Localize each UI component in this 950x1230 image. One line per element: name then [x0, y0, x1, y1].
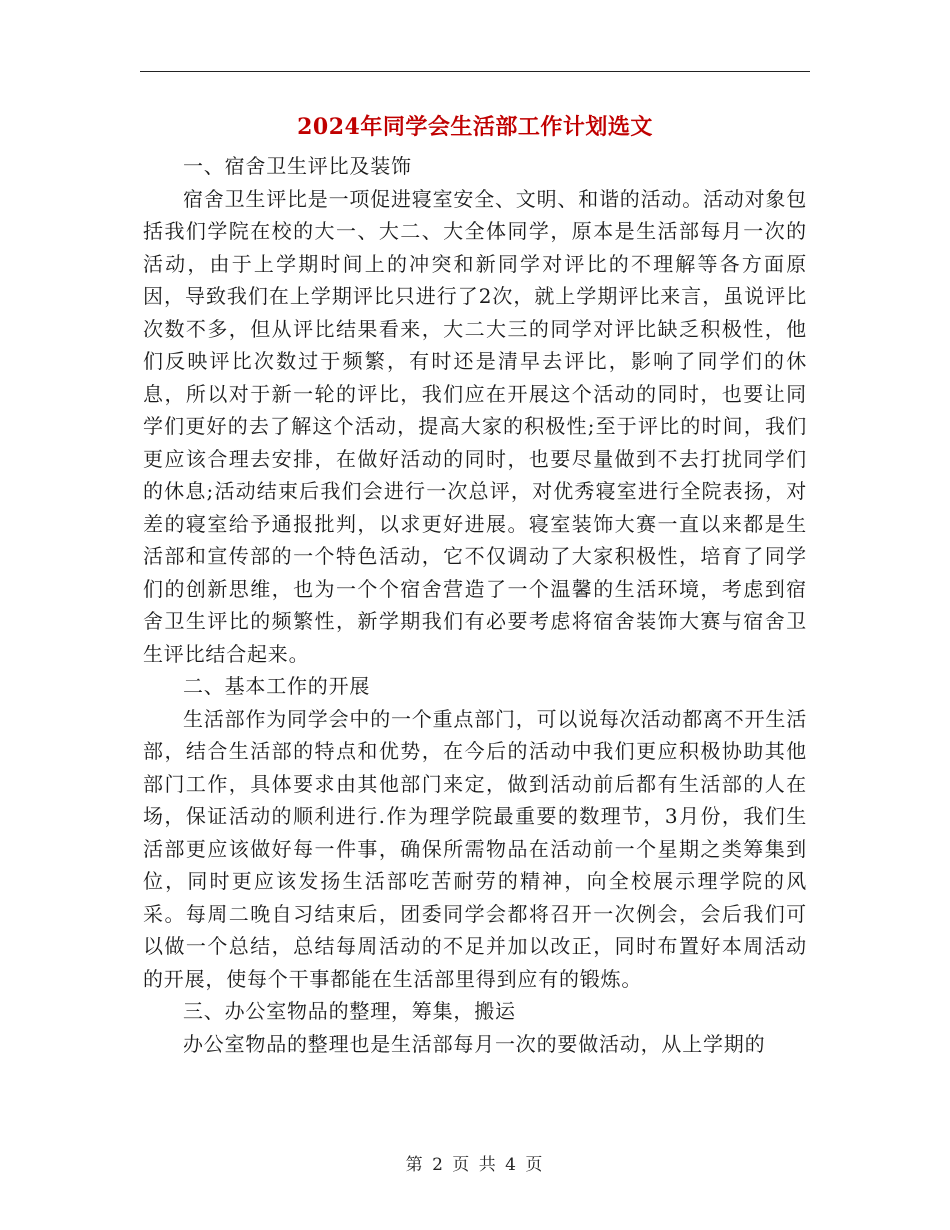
section-heading-2: 二、基本工作的开展	[183, 674, 371, 698]
header-rule	[140, 71, 810, 72]
section-paragraph-1: 宿舍卫生评比是一项促进寝室安全、文明、和谐的活动。活动对象包括我们学院在校的大一、大二、大全体同学，原本是生活部每月一次的活动，由于上学期时间上的冲突和新同学对评比的不理解等各方面原因，导致我们在上学期评比只进行了2次，就上学期评比来言，虽说评比次数不多，但从评比结果看来，大二大三的同学对评比缺乏积极性，他们反映评比次数过于频繁，有时还是清早去评比，影响了同学们的休息，所以对于新一轮的评比，我们应在开展这个活动的同时，也要让同学们更好的去了解这个活动，提高大家的积极性;至于评比的时间，我们更应该合理去安排，在做好活动的同时，也要尽量做到不去打扰同学们的休息;活动结束后我们会进行一次总评，对优秀寝室进行全院表扬，对差的寝室给予通报批判，以求更好进展。寝室装饰大赛一直以来都是生活部和宣传部的一个特色活动，它不仅调动了大家积极性，培育了同学们的创新思维，也为一个个宿舍营造了一个温馨的生活环境，考虑到宿舍卫生评比的频繁性，新学期我们有必要考虑将宿舍装饰大赛与宿舍卫生评比结合起来。	[143, 186, 807, 666]
section-paragraph-2: 生活部作为同学会中的一个重点部门，可以说每次活动都离不开生活部，结合生活部的特点和优势，在今后的活动中我们更应积极协助其他部门工作，具体要求由其他部门来定，做到活动前后都有生活部的人在场，保证活动的顺利进行.作为理学院最重要的数理节，3月份，我们生活部更应该做好每一件事，确保所需物品在活动前一个星期之类筹集到位，同时更应该发扬生活部吃苦耐劳的精神，向全校展示理学院的风采。每周二晚自习结束后，团委同学会都将召开一次例会，会后我们可以做一个总结，总结每周活动的不足并加以改正，同时布置好本周活动的开展，使每个干事都能在生活部里得到应有的锻炼。	[143, 706, 807, 991]
page-number-footer: 第 2 页 共 4 页	[405, 1155, 545, 1175]
section-heading-3: 三、办公室物品的整理，筹集，搬运	[183, 999, 516, 1023]
document-title: 2024年同学会生活部工作计划选文	[297, 114, 653, 140]
section-paragraph-3: 办公室物品的整理也是生活部每月一次的要做活动，从上学期的	[183, 1031, 766, 1056]
document-body	[143, 150, 807, 1060]
section-heading-1: 一、宿舍卫生评比及装饰	[183, 154, 412, 178]
